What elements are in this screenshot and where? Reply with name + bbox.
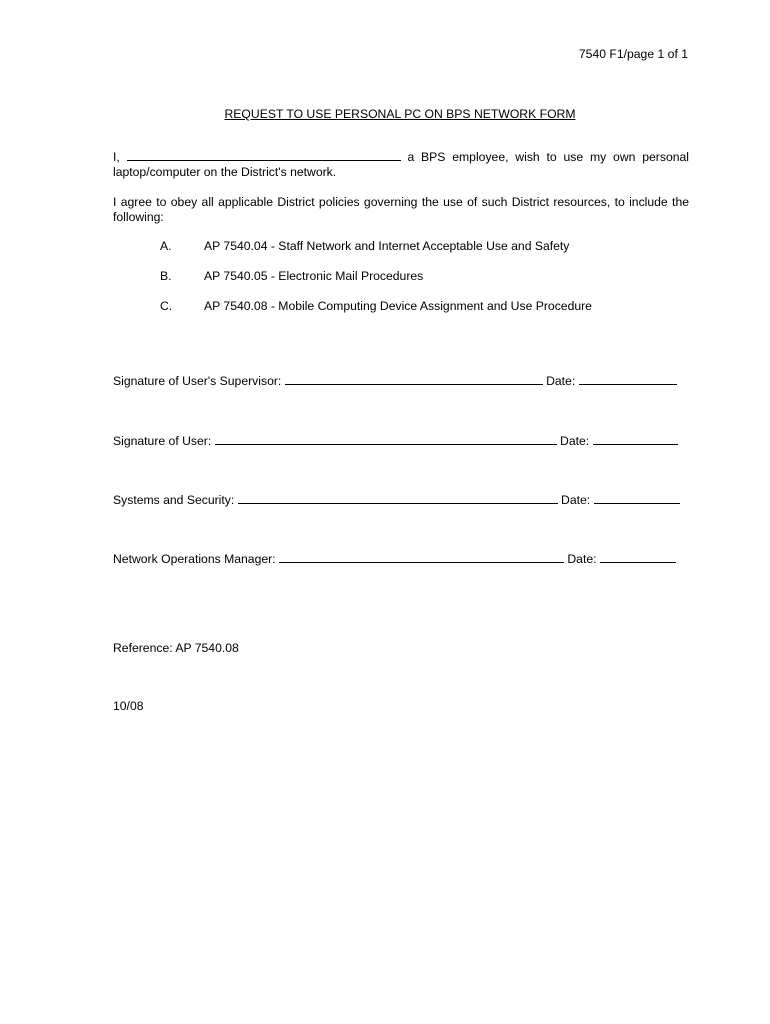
intro-prefix: I, xyxy=(113,150,120,164)
page-number: 7540 F1/page 1 of 1 xyxy=(578,47,688,61)
user-signature-row xyxy=(113,433,678,449)
date-label: Date: xyxy=(561,493,591,507)
policy-text: AP 7540.04 - Staff Network and Internet Acceptable Use and Safety xyxy=(204,239,570,253)
signature-label: Signature of User: xyxy=(113,434,212,448)
policy-text: AP 7540.05 - Electronic Mail Procedures xyxy=(204,269,424,283)
policy-letter: A. xyxy=(160,239,172,253)
agreement-paragraph: I agree to obey all applicable District policies governing the use of such District resources, to include the following: xyxy=(113,195,689,224)
network-manager-row xyxy=(113,551,676,567)
network-manager-signature-field[interactable] xyxy=(279,551,564,563)
reference-note: Reference: AP 7540.08 xyxy=(113,641,239,655)
supervisor-date-field[interactable] xyxy=(579,373,677,385)
systems-security-date-field[interactable] xyxy=(594,492,680,504)
signature-label: Systems and Security: xyxy=(113,493,235,507)
signature-label: Network Operations Manager: xyxy=(113,552,276,566)
supervisor-signature-field[interactable] xyxy=(285,373,543,385)
network-manager-date-field[interactable] xyxy=(600,551,676,563)
supervisor-signature-row xyxy=(113,373,677,389)
policy-text: AP 7540.08 - Mobile Computing Device Assignment and Use Procedure xyxy=(204,299,592,313)
date-label: Date: xyxy=(560,434,590,448)
user-date-field[interactable] xyxy=(593,433,678,445)
date-label: Date: xyxy=(567,552,597,566)
systems-security-signature-field[interactable] xyxy=(238,492,558,504)
date-label: Date: xyxy=(546,374,576,388)
intro-suffix: a BPS employee, wish to use my own personal laptop/computer on the District's network. xyxy=(113,150,689,179)
revision-date: 10/08 xyxy=(113,699,144,713)
intro-paragraph xyxy=(113,150,689,180)
employee-name-field[interactable] xyxy=(127,150,401,161)
user-signature-field[interactable] xyxy=(215,433,557,445)
signature-label: Signature of User's Supervisor: xyxy=(113,374,282,388)
policy-letter: C. xyxy=(160,299,173,313)
systems-security-row xyxy=(113,492,680,508)
policy-letter: B. xyxy=(160,269,172,283)
form-title: REQUEST TO USE PERSONAL PC ON BPS NETWORK FORM xyxy=(224,107,576,121)
